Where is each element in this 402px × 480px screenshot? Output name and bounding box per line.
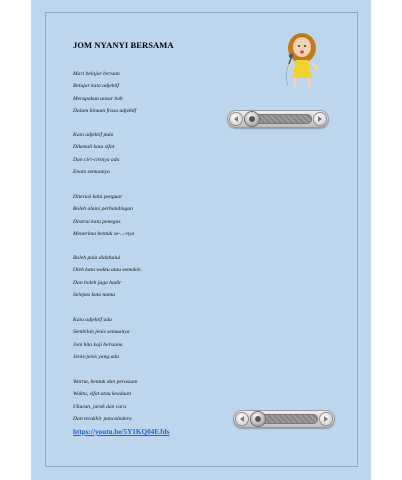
lyric-line: Jenis-jenis yang ada <box>73 354 119 361</box>
rewind-icon[interactable] <box>230 113 242 125</box>
stanza-5 <box>73 314 130 364</box>
audio-player-1[interactable] <box>227 110 329 128</box>
lyric-line: Sembilan jenis semuanya <box>73 329 130 336</box>
lyric-line: Selepas kata nama <box>73 292 115 299</box>
lyric-line: Waktu, sifat atau keadaan <box>73 391 131 398</box>
lyric-line: Ukuran, jarak dan cara <box>73 403 127 410</box>
stanza-2 <box>73 129 119 179</box>
lyric-line: Belajar kata adjektif <box>73 83 119 90</box>
lyric-line: Diterusi kata penguat <box>73 194 122 200</box>
lyric-line: Boleh pula didahului <box>73 255 121 261</box>
stanza-1 <box>73 68 136 118</box>
lyric-line: Dan boleh juga hadir <box>73 279 122 286</box>
lyric-line: Dan ciri-cirinya ada <box>73 156 120 163</box>
lyric-line: Merupakan unsur bah <box>73 95 123 102</box>
rewind-icon[interactable] <box>236 413 248 425</box>
stanza-3 <box>73 191 134 241</box>
seek-handle[interactable] <box>245 112 259 126</box>
song-title: JOM NYANYI BERSAMA <box>73 40 174 50</box>
seek-handle[interactable] <box>251 412 265 426</box>
forward-icon[interactable] <box>320 413 332 425</box>
audio-player-2[interactable] <box>233 410 335 428</box>
lyric-line: Kata adjektif ada <box>73 317 112 323</box>
lyric-line: Jom kita kaji bersama <box>73 341 123 348</box>
lyric-line: Enam semuanya <box>73 169 110 176</box>
lyric-line: Warna, bentuk dan perasaan <box>73 379 138 385</box>
lyric-line: Mari belajar bersam <box>73 71 120 77</box>
girl-singing-illustration <box>278 28 330 90</box>
stanza-4 <box>73 252 141 302</box>
lyric-line: Boleh alami perbandingan <box>73 206 133 213</box>
stanza-6 <box>73 376 137 426</box>
lyric-line: Kata adjektif pula <box>73 132 114 138</box>
youtube-link[interactable]: https://youtu.be/5Y1KQ04EJds <box>73 428 170 436</box>
lyric-line: Dikenali kata sifat <box>73 144 115 151</box>
lyric-line: Menerima bentuk se-...-nya <box>73 231 135 238</box>
lyric-line: Dalam binaan frasa adjektif <box>73 108 137 115</box>
lyric-line: Diserai kata penegas <box>73 218 121 225</box>
lyric-line: Oleh kata waktu atau semakin <box>73 267 141 274</box>
lyric-line: Dan terakhir pancaindera <box>73 416 132 423</box>
forward-icon[interactable] <box>314 113 326 125</box>
